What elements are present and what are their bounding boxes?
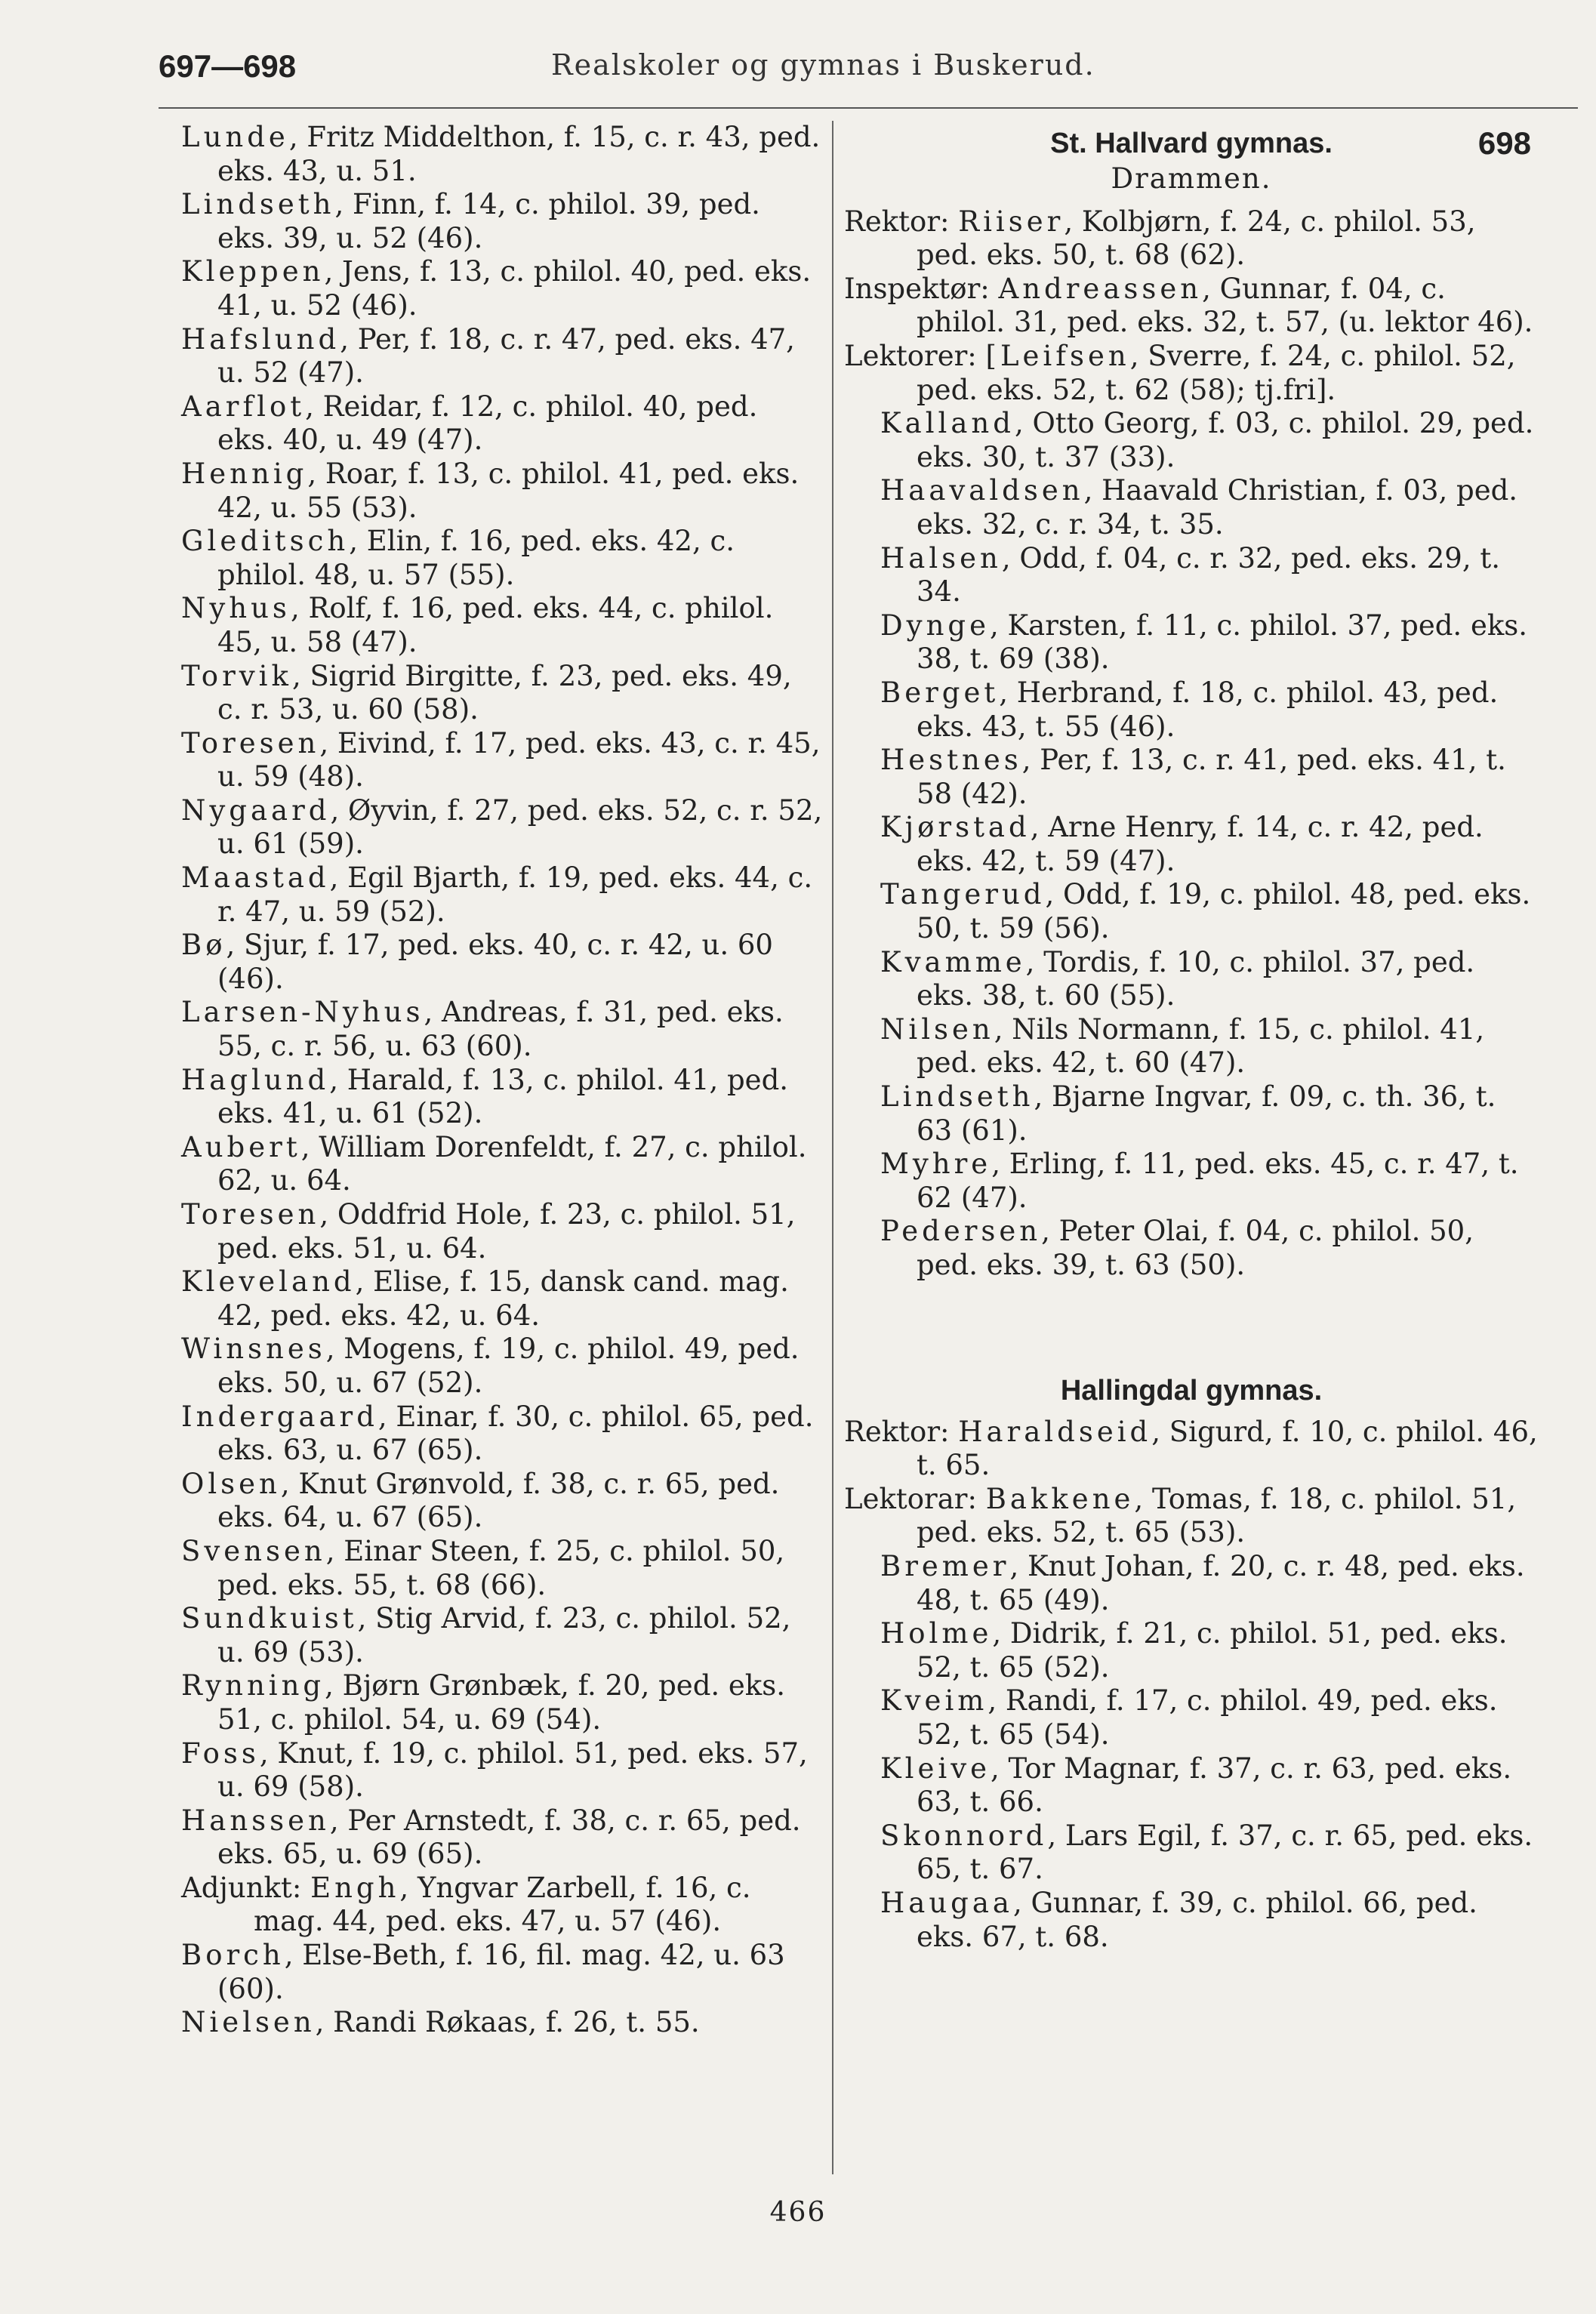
entry-surname: Kleive bbox=[880, 1752, 991, 1785]
staff-entry bbox=[181, 458, 823, 525]
entry-surname: Borch bbox=[181, 1939, 285, 1972]
page-range: 697—698 bbox=[159, 48, 297, 84]
right-column bbox=[844, 125, 1539, 1954]
staff-entry bbox=[844, 205, 1539, 273]
staff-entry bbox=[181, 1265, 823, 1333]
school2-staff-list bbox=[844, 1416, 1539, 1955]
entry-surname: Hanssen bbox=[181, 1804, 330, 1837]
entry-surname: Lindseth bbox=[181, 188, 335, 221]
entry-details: , Per, f. 18, c. r. 47, ped. eks. 47, u. 52 (47). bbox=[217, 322, 795, 390]
entry-surname: Toresen bbox=[181, 1198, 320, 1231]
entry-surname: Gleditsch bbox=[181, 525, 350, 558]
entry-surname: Sundkuist bbox=[181, 1602, 358, 1635]
staff-entry bbox=[181, 525, 823, 592]
entry-details: , Einar, f. 30, c. philol. 65, ped. eks. 63, u. 67 (65). bbox=[217, 1400, 814, 1467]
header-rule bbox=[159, 107, 1578, 109]
staff-entry bbox=[844, 542, 1539, 609]
entry-surname: Winsnes bbox=[181, 1333, 326, 1366]
entry-details: , Tor Magnar, f. 37, c. r. 63, ped. eks. 63, t. 66. bbox=[917, 1752, 1512, 1819]
entry-details: , Knut, f. 19, c. philol. 51, ped. eks. 57, u. 69 (58). bbox=[217, 1736, 808, 1804]
entry-details: , Reidar, f. 12, c. philol. 40, ped. eks. 40, u. 49 (47). bbox=[217, 390, 758, 457]
entry-surname: Lunde bbox=[181, 121, 289, 153]
entry-details: , Otto Georg, f. 03, c. philol. 29, ped. eks. 30, t. 37 (33). bbox=[917, 407, 1534, 473]
entry-details: , Knut Johan, f. 20, c. r. 48, ped. eks. 48, t. 65 (49). bbox=[917, 1549, 1525, 1616]
entry-details: , William Dorenfeldt, f. 27, c. philol. 62, u. 64. bbox=[217, 1130, 807, 1197]
entry-details: , Arne Henry, f. 14, c. r. 42, ped. eks. 42, t. 59 (47). bbox=[917, 811, 1484, 877]
entry-role: Lektorer: bbox=[844, 339, 986, 372]
staff-entry bbox=[181, 1939, 823, 2006]
entry-details: , Gunnar, f. 39, c. philol. 66, ped. eks. 67, t. 68. bbox=[917, 1886, 1477, 1953]
entry-details: , Einar Steen, f. 25, c. philol. 50, ped. eks. 55, t. 68 (66). bbox=[217, 1534, 785, 1601]
right-page-number: 698 bbox=[1477, 125, 1531, 161]
staff-entry bbox=[844, 1483, 1539, 1550]
entry-surname: Bø bbox=[181, 929, 226, 962]
staff-entry bbox=[181, 1872, 823, 1939]
staff-entry bbox=[181, 188, 823, 255]
entry-surname: Aarflot bbox=[181, 390, 306, 423]
staff-entry bbox=[844, 1617, 1539, 1684]
entry-details: , Egil Bjarth, f. 19, ped. eks. 44, c. r. 47, u. 59 (52). bbox=[217, 861, 813, 928]
staff-entry bbox=[844, 1887, 1539, 1954]
staff-entry bbox=[181, 1602, 823, 1669]
entry-details: , Randi Røkaas, f. 26, t. 55. bbox=[315, 2006, 700, 2039]
entry-details: , Lars Egil, f. 37, c. r. 65, ped. eks. 65, t. 67. bbox=[917, 1819, 1533, 1886]
staff-entry bbox=[181, 727, 823, 794]
entry-surname: Indergaard bbox=[181, 1400, 378, 1433]
entry-details: , Karsten, f. 11, c. philol. 37, ped. eks. 38, t. 69 (38). bbox=[917, 609, 1528, 676]
staff-entry bbox=[181, 794, 823, 861]
staff-entry bbox=[844, 407, 1539, 474]
staff-entry bbox=[181, 861, 823, 929]
entry-role: Adjunkt: bbox=[181, 1871, 311, 1904]
entry-surname: Berget bbox=[880, 676, 1000, 709]
entry-surname: Olsen bbox=[181, 1467, 281, 1500]
staff-entry bbox=[181, 592, 823, 659]
entry-surname: Kvamme bbox=[880, 945, 1026, 978]
entry-details: , Per, f. 13, c. r. 41, ped. eks. 41, t. 58 (42). bbox=[917, 744, 1506, 810]
entry-details: , Bjarne Ingvar, f. 09, c. th. 36, t. 63 (61). bbox=[917, 1080, 1496, 1147]
entry-details: , Andreas, f. 31, ped. eks. 55, c. r. 56, u. 63 (60). bbox=[217, 996, 784, 1063]
staff-entry bbox=[844, 1215, 1539, 1282]
staff-entry bbox=[181, 390, 823, 458]
entry-surname: Toresen bbox=[181, 726, 320, 760]
staff-entry bbox=[844, 1752, 1539, 1819]
entry-details: , Haavald Christian, f. 03, ped. eks. 32, c. r. 34, t. 35. bbox=[917, 474, 1518, 541]
entry-surname: Kalland bbox=[880, 407, 1015, 440]
entry-surname: Haugaa bbox=[880, 1886, 1013, 1919]
entry-surname: Nilsen bbox=[880, 1012, 994, 1046]
staff-entry bbox=[844, 1684, 1539, 1752]
entry-details: , Sigrid Birgitte, f. 23, ped. eks. 49, c. r. 53, u. 60 (58). bbox=[217, 659, 792, 726]
entry-surname: Pedersen bbox=[880, 1215, 1042, 1248]
entry-surname: Andreassen bbox=[998, 272, 1203, 305]
school-title-hallingdal: Hallingdal gymnas. bbox=[1060, 1374, 1323, 1407]
entry-details: , Kolbjørn, f. 24, c. philol. 53, ped. eks. 50, t. 68 (62). bbox=[917, 205, 1476, 272]
staff-entry bbox=[844, 676, 1539, 744]
entry-surname: Nyhus bbox=[181, 592, 291, 625]
staff-entry bbox=[181, 660, 823, 727]
entry-surname: Torvik bbox=[181, 659, 292, 692]
entry-details: , Eivind, f. 17, ped. eks. 43, c. r. 45, u. 59 (48). bbox=[217, 726, 821, 793]
entry-surname: Svensen bbox=[181, 1534, 326, 1567]
staff-entry bbox=[181, 1535, 823, 1602]
staff-entry bbox=[181, 1468, 823, 1535]
staff-entry bbox=[181, 1198, 823, 1265]
entry-details: , Finn, f. 14, c. philol. 39, ped. eks. 39, u. 52 (46). bbox=[217, 188, 760, 254]
entry-surname: Dynge bbox=[880, 609, 990, 642]
entry-details: , Tordis, f. 10, c. philol. 37, ped. eks. 38, t. 60 (55). bbox=[917, 945, 1475, 1012]
entry-surname: Foss bbox=[181, 1736, 260, 1770]
staff-entry bbox=[844, 609, 1539, 676]
entry-details: , Harald, f. 13, c. philol. 41, ped. eks. 41, u. 61 (52). bbox=[217, 1063, 789, 1130]
entry-details: , Odd, f. 19, c. philol. 48, ped. eks. 50, t. 59 (56). bbox=[917, 878, 1531, 945]
entry-surname: Skonnord bbox=[880, 1819, 1048, 1852]
entry-details: , Else-Beth, f. 16, fil. mag. 42, u. 63 (60). bbox=[217, 1939, 785, 2005]
staff-entry bbox=[844, 878, 1539, 945]
entry-surname: [Leifsen bbox=[985, 339, 1130, 372]
staff-entry bbox=[844, 273, 1539, 340]
entry-details: , Nils Normann, f. 15, c. philol. 41, ped. eks. 42, t. 60 (47). bbox=[917, 1012, 1485, 1080]
entry-role: Inspektør: bbox=[844, 272, 999, 305]
entry-surname: Hennig bbox=[181, 457, 308, 490]
staff-entry bbox=[181, 323, 823, 390]
entry-details: , Stig Arvid, f. 23, c. philol. 52, u. 69 (53). bbox=[217, 1602, 791, 1668]
staff-entry bbox=[844, 474, 1539, 541]
entry-surname: Kjørstad bbox=[880, 811, 1031, 844]
staff-entry bbox=[844, 811, 1539, 878]
entry-role: Lektorar: bbox=[844, 1482, 986, 1515]
school1-staff-list bbox=[844, 205, 1539, 1283]
staff-entry bbox=[181, 996, 823, 1063]
staff-entry bbox=[181, 1131, 823, 1198]
entry-details: , Sjur, f. 17, ped. eks. 40, c. r. 42, u. 60 (46). bbox=[217, 929, 773, 995]
staff-entry bbox=[844, 1080, 1539, 1148]
staff-entry bbox=[181, 1669, 823, 1736]
entry-details: , Gunnar, f. 04, c. philol. 31, ped. eks. 32, t. 57, (u. lektor 46). bbox=[917, 272, 1533, 339]
staff-entry bbox=[181, 1737, 823, 1804]
staff-entry bbox=[181, 255, 823, 322]
entry-details: , Herbrand, f. 18, c. philol. 43, ped. eks. 43, t. 55 (46). bbox=[917, 676, 1499, 743]
entry-surname: Lindseth bbox=[880, 1080, 1034, 1114]
section-gap bbox=[844, 1283, 1539, 1372]
entry-details: , Jens, f. 13, c. philol. 40, ped. eks. 41, u. 52 (46). bbox=[217, 255, 812, 322]
entry-surname: Kleveland bbox=[181, 1265, 356, 1299]
entry-details: , Elin, f. 16, ped. eks. 42, c. philol. 48, u. 57 (55). bbox=[217, 525, 735, 591]
school-title-st-hallvard: St. Hallvard gymnas. 698 bbox=[1050, 125, 1531, 161]
staff-entry bbox=[844, 340, 1539, 407]
school-place: Drammen. bbox=[1111, 162, 1272, 195]
staff-entry bbox=[181, 121, 823, 188]
entry-details: , Knut Grønvold, f. 38, c. r. 65, ped. eks. 64, u. 67 (65). bbox=[217, 1467, 780, 1534]
entry-details: , Randi, f. 17, c. philol. 49, ped. eks. 52, t. 65 (54). bbox=[917, 1684, 1498, 1751]
entry-surname: Maastad bbox=[181, 861, 330, 895]
staff-entry bbox=[181, 1400, 823, 1468]
running-title: Realskoler og gymnas i Buskerud. bbox=[551, 48, 1095, 82]
entry-details: , Elise, f. 15, dansk cand. mag. 42, ped. eks. 42, u. 64. bbox=[217, 1265, 789, 1332]
entry-details: , Erling, f. 11, ped. eks. 45, c. r. 47, t. 62 (47). bbox=[917, 1148, 1519, 1214]
entry-details: , Rolf, f. 16, ped. eks. 44, c. philol. 45, u. 58 (47). bbox=[217, 592, 774, 658]
entry-surname: Nielsen bbox=[181, 2006, 316, 2039]
staff-entry bbox=[844, 1550, 1539, 1617]
staff-entry bbox=[181, 929, 823, 996]
entry-details: , Sverre, f. 24, c. philol. 52, ped. eks. 52, t. 62 (58); tj.fri]. bbox=[917, 339, 1516, 406]
entry-details: , Sigurd, f. 10, c. philol. 46, t. 65. bbox=[917, 1415, 1538, 1482]
staff-entry bbox=[181, 1804, 823, 1872]
entry-surname: Bakkene bbox=[985, 1482, 1135, 1515]
entry-details: , Oddfrid Hole, f. 23, c. philol. 51, ped. eks. 51, u. 64. bbox=[217, 1198, 796, 1265]
staff-entry bbox=[181, 1064, 823, 1131]
entry-surname: Hafslund bbox=[181, 322, 340, 356]
entry-role: Rektor: bbox=[844, 1415, 959, 1448]
entry-surname: Holme bbox=[880, 1617, 993, 1650]
entry-surname: Haglund bbox=[181, 1063, 330, 1096]
staff-entry bbox=[844, 1819, 1539, 1887]
entry-surname: Kveim bbox=[880, 1684, 988, 1718]
column-divider bbox=[832, 121, 833, 2174]
staff-entry bbox=[181, 2006, 823, 2040]
entry-details: , Øyvin, f. 27, ped. eks. 52, c. r. 52, u. 61 (59). bbox=[217, 793, 823, 861]
entry-surname: Haraldseid bbox=[958, 1415, 1152, 1448]
entry-surname: Larsen-Nyhus bbox=[181, 996, 424, 1029]
entry-surname: Tangerud bbox=[880, 878, 1046, 911]
staff-entry bbox=[844, 1148, 1539, 1215]
entry-surname: Rynning bbox=[181, 1669, 325, 1702]
entry-details: , Fritz Middelthon, f. 15, c. r. 43, ped. eks. 43, u. 51. bbox=[217, 121, 821, 187]
page-header bbox=[159, 44, 1434, 89]
entry-role: Rektor: bbox=[844, 205, 959, 238]
entry-surname: Bremer bbox=[880, 1549, 1010, 1582]
entry-surname: Nygaard bbox=[181, 793, 331, 827]
staff-entry bbox=[844, 946, 1539, 1013]
entry-surname: Riiser bbox=[958, 205, 1065, 238]
staff-entry bbox=[844, 1013, 1539, 1080]
left-column bbox=[181, 121, 823, 2040]
entry-details: , Didrik, f. 21, c. philol. 51, ped. eks. 52, t. 65 (52). bbox=[917, 1617, 1508, 1684]
staff-entry bbox=[181, 1333, 823, 1400]
entry-details: , Mogens, f. 19, c. philol. 49, ped. eks. 50, u. 67 (52). bbox=[217, 1333, 800, 1399]
entry-details: , Per Arnstedt, f. 38, c. r. 65, ped. eks. 65, u. 69 (65). bbox=[217, 1804, 801, 1871]
entry-details: , Tomas, f. 18, c. philol. 51, ped. eks. 52, t. 65 (53). bbox=[917, 1482, 1517, 1549]
entry-surname: Halsen bbox=[880, 541, 1002, 575]
page-footer-number: 466 bbox=[769, 2197, 827, 2228]
entry-surname: Hestnes bbox=[880, 744, 1022, 777]
entry-details: , Roar, f. 13, c. philol. 41, ped. eks. 42, u. 55 (53). bbox=[217, 457, 800, 524]
entry-details: , Yngvar Zarbell, f. 16, c. mag. 44, ped. eks. 47, u. 57 (46). bbox=[254, 1871, 751, 1938]
entry-surname: Myhre bbox=[880, 1148, 992, 1181]
entry-surname: Haavaldsen bbox=[880, 474, 1084, 507]
entry-surname: Engh bbox=[310, 1871, 400, 1904]
entry-details: , Odd, f. 04, c. r. 32, ped. eks. 29, t. 34. bbox=[917, 541, 1500, 609]
entry-surname: Aubert bbox=[181, 1130, 301, 1163]
staff-entry bbox=[844, 1416, 1539, 1483]
entry-surname: Kleppen bbox=[181, 255, 325, 288]
entry-details: , Peter Olai, f. 04, c. philol. 50, ped. eks. 39, t. 63 (50). bbox=[917, 1215, 1474, 1281]
entry-details: , Bjørn Grønbæk, f. 20, ped. eks. 51, c. philol. 54, u. 69 (54). bbox=[217, 1669, 785, 1736]
staff-entry bbox=[844, 744, 1539, 811]
